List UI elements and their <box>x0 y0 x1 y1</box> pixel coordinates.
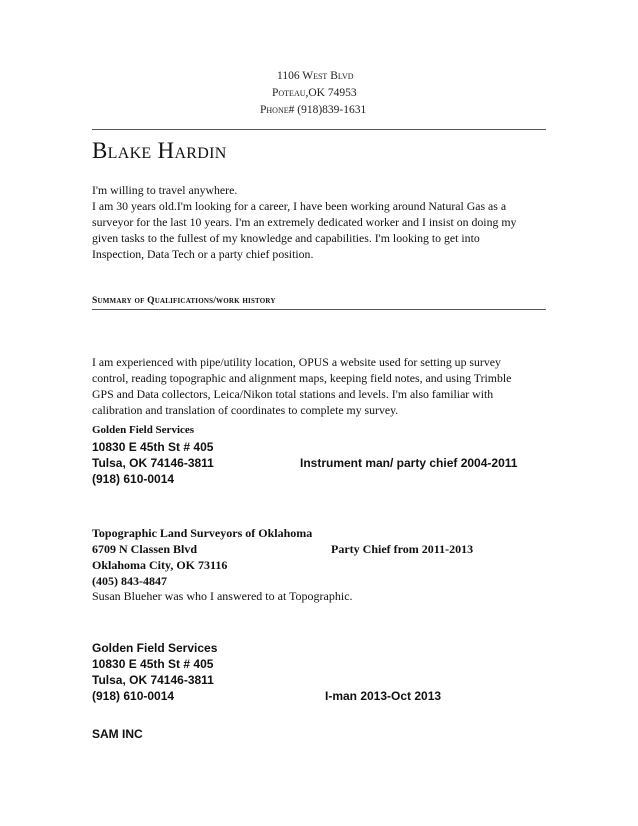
summary-line-2: control, reading topographic and alignment maps, keeping field notes, and using Trimble <box>92 371 512 385</box>
job1-address: 10830 E 45th St # 405 <box>92 440 214 454</box>
job2-role: Party Chief from 2011-2013 <box>331 542 474 556</box>
objective-line-5: Inspection, Data Tech or a party chief position. <box>92 247 314 261</box>
job2-phone: (405) 843-4847 <box>92 574 167 588</box>
job2-city: Oklahoma City, OK 73116 <box>92 558 228 572</box>
job2-note: Susan Blueher was who I answered to at Topographic. <box>92 589 353 603</box>
summary-line-4: calibration and translation of coordinates to complete my survey. <box>92 403 399 417</box>
job1-role: Instrument man/ party chief 2004-2011 <box>300 456 518 470</box>
objective-line-4: given tasks to the fullest of my knowledge and capabilities. I'm looking to get into <box>92 231 480 245</box>
address-phone: Phone# (918)839-1631 <box>260 104 367 116</box>
summary-heading: Summary of Qualifications/work history <box>92 296 276 306</box>
summary-line-1: I am experienced with pipe/utility location, OPUS a website used for setting up survey <box>92 355 501 369</box>
job3-city: Tulsa, OK 74146-3811 <box>92 673 214 687</box>
job3-role: I-man 2013-Oct 2013 <box>325 689 442 703</box>
job1-city: Tulsa, OK 74146-3811 <box>92 456 214 470</box>
objective-line-2: I am 30 years old.I'm looking for a career, I have been working around Natural Gas as a <box>92 199 507 213</box>
job2-address: 6709 N Classen Blvd <box>92 542 198 556</box>
summary-divider <box>92 309 546 310</box>
job1-phone: (918) 610-0014 <box>92 472 175 486</box>
job3-phone: (918) 610-0014 <box>92 689 175 703</box>
objective-line-3: surveyor for the last 10 years. I'm an extremely dedicated worker and I insist on doing my <box>92 215 517 229</box>
summary-line-3: GPS and Data collectors, Leica/Nikon total stations and levels. I'm also familiar with <box>92 387 494 401</box>
address-city: Poteau,OK 74953 <box>272 87 357 99</box>
job4-company: SAM INC <box>92 727 143 741</box>
job3-company: Golden Field Services <box>92 641 218 655</box>
header-divider <box>92 129 546 130</box>
job3-address: 10830 E 45th St # 405 <box>92 657 214 671</box>
job1-company: Golden Field Services <box>92 424 195 436</box>
applicant-name: Blake Hardin <box>92 138 227 163</box>
address-street: 1106 West Blvd <box>277 70 354 82</box>
objective-line-1: I'm willing to travel anywhere. <box>92 183 238 197</box>
job2-company: Topographic Land Surveyors of Oklahoma <box>92 526 313 540</box>
